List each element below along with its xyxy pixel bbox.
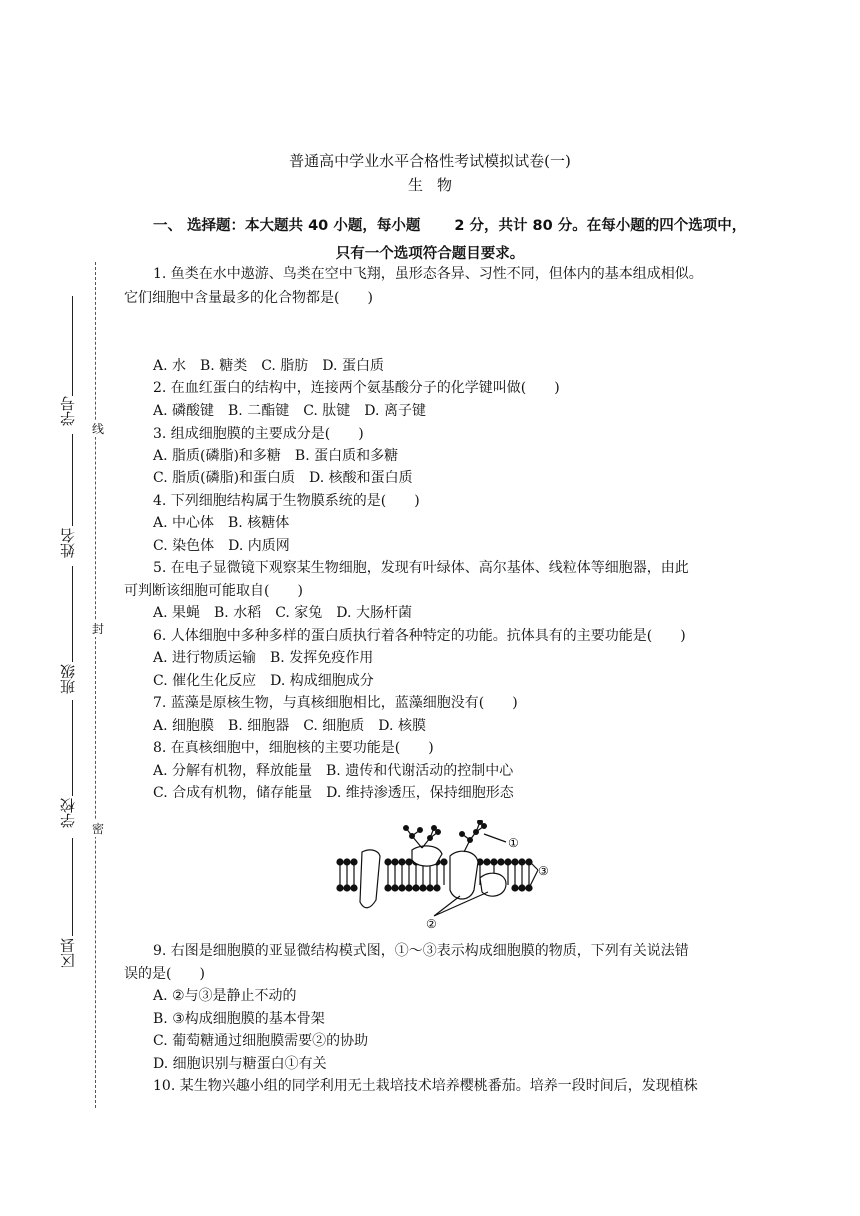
- q6-stem: 6. 人体细胞中多种多样的蛋白质执行着各种特定的功能。抗体具有的主要功能是( ): [153, 628, 686, 644]
- leader-line-3: [530, 862, 538, 886]
- figure-label-1: ①: [508, 836, 519, 850]
- q3-options-1: A. 脂质(磷脂)和多糖 B. 蛋白质和多糖: [153, 448, 399, 464]
- q1-stem-1: 1. 鱼类在水中遨游、鸟类在空中飞翔，虽形态各异、习性不同，但体内的基本组成相似。: [153, 266, 703, 282]
- q1-stem-2: 它们细胞中含量最多的化合物都是( ): [124, 290, 373, 306]
- embedded-protein: [480, 873, 506, 896]
- section-heading-line1: 一、 选择题：本大题共 40 小题，每小题 2 分，共计 80 分。在每小题的四个选项中，: [153, 218, 747, 234]
- channel-protein: [450, 851, 478, 899]
- label-district: 区县: [59, 938, 77, 968]
- name-underline: [72, 434, 73, 526]
- student-id-underline: [72, 296, 73, 396]
- q9-option-d: D. 细胞识别与糖蛋白①有关: [153, 1056, 327, 1072]
- q9-stem-2: 误的是( ): [124, 966, 205, 982]
- q9-stem-1: 9. 右图是细胞膜的亚显微结构模式图，①～③表示构成细胞膜的物质，下列有关说法错: [153, 943, 689, 959]
- q9-option-a: A. ②与③是静止不动的: [153, 988, 297, 1004]
- q9-option-b: B. ③构成细胞膜的基本骨架: [153, 1011, 325, 1027]
- q7-options: A. 细胞膜 B. 细胞器 C. 细胞质 D. 核膜: [153, 718, 426, 734]
- transmembrane-protein: [360, 850, 380, 908]
- q3-stem: 3. 组成细胞膜的主要成分是( ): [153, 426, 364, 442]
- label-school: 学校: [59, 798, 77, 828]
- q1-options: A. 水 B. 糖类 C. 脂肪 D. 蛋白质: [153, 358, 384, 374]
- q4-options-1: A. 中心体 B. 核糖体: [153, 515, 290, 531]
- subject-title: 生物: [407, 176, 466, 194]
- q10-stem: 10. 某生物兴趣小组的同学利用无土栽培技术培养樱桃番茄。培养一段时间后，发现植株: [153, 1078, 698, 1094]
- figure-label-3: ③: [538, 864, 549, 878]
- district-underline: [72, 838, 73, 936]
- q2-options: A. 磷酸键 B. 二酯键 C. 肽键 D. 离子键: [153, 403, 426, 419]
- school-underline: [72, 700, 73, 796]
- q8-options-2: C. 合成有机物，储存能量 D. 维持渗透压，保持细胞形态: [153, 785, 514, 801]
- label-student-id: 学号: [59, 396, 77, 426]
- q2-stem: 2. 在血红蛋白的结构中，连接两个氨基酸分子的化学键叫做( ): [153, 380, 560, 396]
- class-underline: [72, 566, 73, 662]
- q9-option-c: C. 葡萄糖通过细胞膜需要②的协助: [153, 1033, 369, 1049]
- q8-options-1: A. 分解有机物，释放能量 B. 遗传和代谢活动的控制中心: [153, 763, 514, 779]
- q4-options-2: C. 染色体 D. 内质网: [153, 538, 290, 554]
- q5-stem-1: 5. 在电子显微镜下观察某生物细胞，发现有叶绿体、高尔基体、线粒体等细胞器，由此: [153, 560, 689, 576]
- q6-options-2: C. 催化生化反应 D. 构成细胞成分: [153, 673, 374, 689]
- cell-membrane-figure: [330, 820, 570, 930]
- leader-line-1: [484, 834, 506, 842]
- seal-mark-line: 线: [92, 422, 105, 436]
- q4-stem: 4. 下列细胞结构属于生物膜系统的是( ): [153, 493, 420, 509]
- q5-options: A. 果蝇 B. 水稻 C. 家兔 D. 大肠杆菌: [153, 605, 412, 621]
- q3-options-2: C. 脂质(磷脂)和蛋白质 D. 核酸和蛋白质: [153, 470, 413, 486]
- q6-options-1: A. 进行物质运输 B. 发挥免疫作用: [153, 650, 374, 666]
- seal-mark-seal: 封: [92, 622, 105, 636]
- label-class: 班级: [59, 664, 77, 694]
- section-heading-line2: 只有一个选项符合题目要求。: [335, 246, 525, 262]
- seal-mark-secret: 密: [92, 822, 105, 836]
- paper-title: 普通高中学业水平合格性考试模拟试卷(一): [289, 152, 571, 170]
- q7-stem: 7. 蓝藻是原核生物，与真核细胞相比，蓝藻细胞没有( ): [153, 695, 518, 711]
- figure-label-2: ②: [426, 917, 437, 930]
- binding-dotted-line: [95, 262, 96, 1108]
- q8-stem: 8. 在真核细胞中，细胞核的主要功能是( ): [153, 740, 434, 756]
- q5-stem-2: 可判断该细胞可能取自( ): [124, 583, 303, 599]
- label-name: 姓名: [59, 528, 77, 558]
